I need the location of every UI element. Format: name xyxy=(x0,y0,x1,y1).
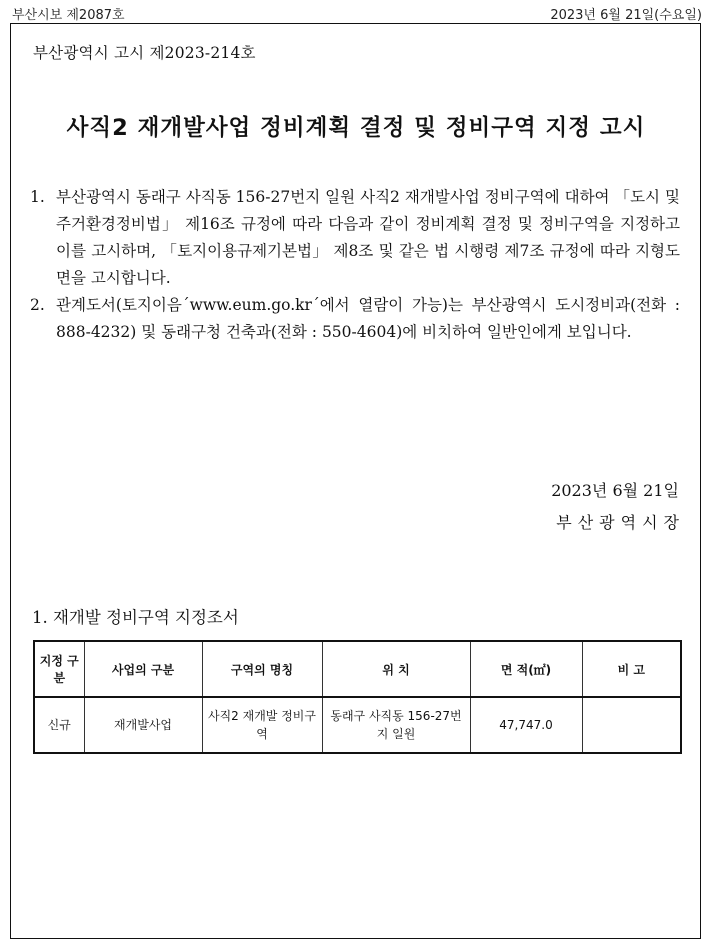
gazette-header xyxy=(12,4,702,22)
column-header: 비 고 xyxy=(582,641,681,697)
table-cell: 47,747.0 xyxy=(470,697,582,753)
notice-number: 부산광역시 고시 제2023-214호 xyxy=(33,44,256,62)
notice-item xyxy=(30,292,680,346)
gazette-date: 2023년 6월 21일(수요일) xyxy=(550,8,702,23)
table-row xyxy=(34,697,681,753)
column-header: 지정 구분 xyxy=(34,641,84,697)
table-cell: 동래구 사직동 156-27번지 일원 xyxy=(322,697,470,753)
column-header: 면 적(㎡) xyxy=(470,641,582,697)
gazette-number: 부산시보 제2087호 xyxy=(12,8,125,23)
table-cell: 신규 xyxy=(34,697,84,753)
notice-date: 2023년 6월 21일 xyxy=(551,481,679,500)
notice-item-number: 1. xyxy=(30,188,45,206)
notice-item-text: 부산광역시 동래구 사직동 156-27번지 일원 사직2 재개발사업 정비구역에 대하여 「도시 및 주거환경정비법」 제16조 규정에 따라 다음과 같이 정비계획 결정 및 정비구역을 지정하고 이를 고시하며, 「토지이용규제기본법」 제8조 및 같은 법 시행령 제7조 규정에 따라 지형도면을 고시합니다. xyxy=(56,188,680,287)
notice-item-number: 2. xyxy=(30,296,45,314)
notice-item-text: 관계도서(토지이음´www.eum.go.kr´에서 열람이 가능)는 부산광역시 도시정비과(전화 : 888-4232) 및 동래구청 건축과(전화 : 550-4604)에 비치하여 일반인에게 보입니다. xyxy=(56,296,680,341)
table-header-row xyxy=(34,641,681,697)
notice-issuer: 부산광역시장 xyxy=(556,513,685,532)
table-cell: 사직2 재개발 정비구역 xyxy=(202,697,322,753)
column-header: 구역의 명칭 xyxy=(202,641,322,697)
column-header: 사업의 구분 xyxy=(84,641,202,697)
column-header: 위 치 xyxy=(322,641,470,697)
designation-table xyxy=(33,640,682,754)
notice-items xyxy=(30,184,680,346)
notice-item xyxy=(30,184,680,292)
section-title: 1. 재개발 정비구역 지정조서 xyxy=(32,608,239,627)
table-cell xyxy=(582,697,681,753)
notice-title: 사직2 재개발사업 정비계획 결정 및 정비구역 지정 고시 xyxy=(66,115,646,141)
table-cell: 재개발사업 xyxy=(84,697,202,753)
